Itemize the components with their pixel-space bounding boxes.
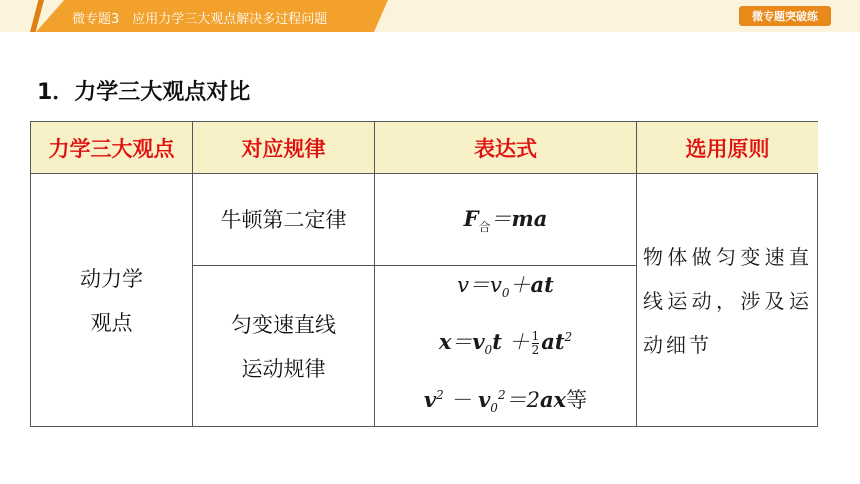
expression-newton [375,174,637,266]
expression-newton-text: $F_合=ma$ [463,206,548,235]
expression-kinematics [375,266,637,427]
rule2-line1: 匀变速直线 [231,312,336,337]
formula-displacement: $x=v_0t$ ＋ $\frac{1}{2}$ $at^2$ [438,329,573,358]
principle-cell [637,174,818,427]
viewpoint-line1: 动力学 [80,266,143,291]
section-heading: 1．力学三大观点对比 [37,80,251,105]
rule2-line2: 运动规律 [241,356,326,381]
section-badge[interactable]: 微专题突破练 [739,6,831,26]
header-rule: 对应规律 [193,122,375,174]
header-principle: 选用原则 [637,122,818,174]
rule-newton-second-law: 牛顿第二定律 [193,174,375,266]
lesson-title: 微专题3 应用力学三大观点解决多过程问题 [72,12,328,27]
header-viewpoint: 力学三大观点 [31,122,193,174]
one-half-fraction: $\frac{1}{2}$ [531,329,540,358]
principle-text: 物体做匀变速直线运动，涉及运动细节 [643,244,812,357]
formula-velocity-squared: $v^2 - v_0^2=2ax$等 [423,386,588,415]
header-expression: 表达式 [375,122,637,174]
formula-velocity: $v=v_0+at$ [457,272,554,301]
comparison-table [30,121,818,427]
viewpoint-line2: 观点 [90,310,133,335]
viewpoint-cell [31,174,193,427]
rule-uniform-acceleration [193,266,375,427]
